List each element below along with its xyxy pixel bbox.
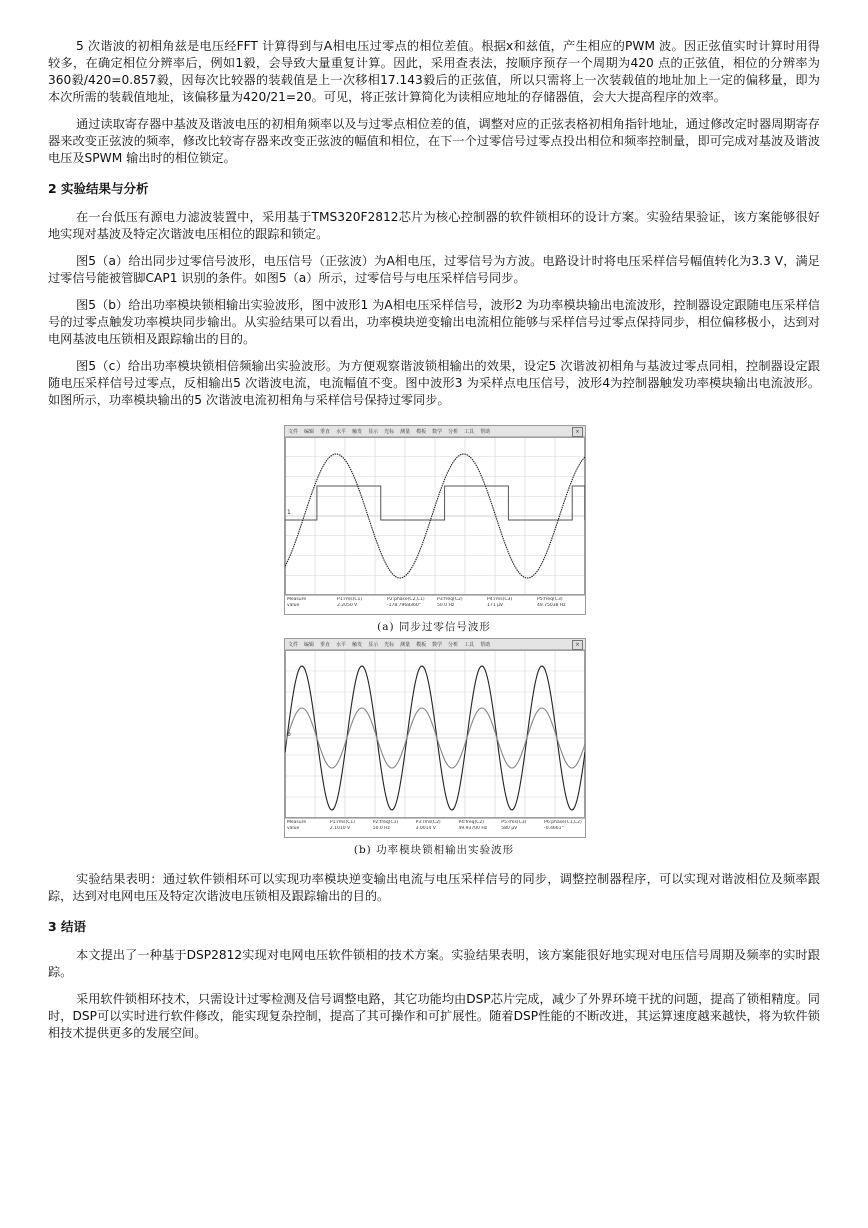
menu-item: 测量 <box>400 641 411 648</box>
paragraph: 5 次谐波的初相角兹是电压经FFT 计算得到与A相电压过零点的相位差值。根据x和兹值，产生相应的PWM 波。因正弦值实时计算时用得较多，在确定相位分辨率后，例如1毅，会导致大量重复计算。因此，采用查表法，按顺序预存一个周期为420 点的正弦值，相位的分辨率为360毅/420=0.857毅，因每次比较器的装载值是上一次移相17.143毅后的正弦值，所以只需将上一次装载值的地址加上一定的偏移量，即为本次所需的装载值地址，该偏移量为420/21=20。可见，将正弦计算简化为读相应地址的存储器值，会大大提高程序的效率。 <box>48 39 820 104</box>
figure-caption-a: (a) 同步过零信号波形 <box>377 621 491 633</box>
menu-item: 触发 <box>352 641 363 648</box>
paragraph: 通过读取寄存器中基波及谐波电压的初相角频率以及与过零点相位差的值，调整对应的正弦表格初相角指针地址，通过修改定时器周期寄存器来改变正弦波的频率，修改比较寄存器来改变正弦波的幅值和相位，在下一个过零信号过零点投出相位和频率控制量，即可完成对基波及谐波电压及SPWM 输出时的相位锁定。 <box>48 117 820 165</box>
readout-cell: Measure value <box>287 820 307 831</box>
menu-item: 水平 <box>336 428 347 435</box>
menu-item: 显示 <box>368 641 379 648</box>
section-heading: 2 实验结果与分析 <box>48 181 149 196</box>
menu-item: 编辑 <box>304 428 315 435</box>
menu-item: 光标 <box>384 641 395 648</box>
close-icon: × <box>572 640 583 650</box>
menu-item: 水平 <box>336 641 347 648</box>
menu-item: 数学 <box>432 428 443 435</box>
readout-cell: P1:rms(C1) 2.1010 V <box>329 820 355 831</box>
close-icon: × <box>572 427 583 437</box>
readout-cell: P6:phase(C1,C2) -0.4661° <box>544 820 582 831</box>
menu-item: 显示 <box>368 428 379 435</box>
menu-item: 工具 <box>464 428 475 435</box>
figure-caption-b: (b) 功率模块锁相输出实验波形 <box>353 844 515 856</box>
readout-cell: P5:freq(C3) 49.75038 Hz <box>537 597 566 608</box>
page-content <box>48 38 820 1052</box>
readout-cell: P2:phase(C2,C1) -178.7968360° <box>387 597 425 608</box>
channel-marker: 1 <box>287 509 291 516</box>
section-heading: 3 结语 <box>48 919 87 934</box>
readout-cell: P3:rms(C2) 3.0014 V <box>415 820 441 831</box>
paragraph: 图5（b）给出功率模块锁相输出实验波形，图中波形1 为A相电压采样信号，波形2 为功率模块输出电流波形，控制器设定跟随电压采样信号的过零点触发功率模块同步输出。从实验结果可以看出，功率模块逆变输出电流相位能够与采样信号过零点保持同步，相位偏移极小，达到对电网基波电压锁相及跟踪输出的目的。 <box>48 298 820 346</box>
menu-item: 垂直 <box>320 428 331 435</box>
paragraph: 本文提出了一种基于DSP2812实现对电网电压软件锁相的技术方案。实验结果表明，该方案能很好地实现对电压信号周期及频率的实时跟踪。 <box>48 948 820 979</box>
measure-readout-b <box>285 818 585 837</box>
scope-menubar <box>285 426 585 437</box>
paragraph: 实验结果表明：通过软件锁相环可以实现功率模块逆变输出电流与电压采样信号的同步，调整控制器程序，可以实现对谐波相位及频率跟踪，达到对电网电压及特定次谐波电压锁相及跟踪输出的目的。 <box>48 872 820 903</box>
menu-item: 分析 <box>448 641 459 648</box>
menu-item: 模板 <box>416 641 427 648</box>
oscilloscope-screenshot-b <box>284 638 586 838</box>
menu-item: 编辑 <box>304 641 315 648</box>
menu-item: 帮助 <box>480 428 491 435</box>
readout-cell: P1:rms(C1) 2.2050 V <box>337 597 363 608</box>
readout-cell: Measure value <box>287 597 307 608</box>
paragraph: 图5（c）给出功率模块锁相倍频输出实验波形。为方便观察谐波锁相输出的效果，设定5 次谐波初相角与基波过零点同相，控制器设定跟随电压采样信号过零点，反相输出5 次谐波电流，电流幅值不变。图中波形3 为采样点电压信号，波形4为控制器触发功率模块输出电流波形。如图所示，功率模块输出的5 次谐波电流初相角与采样信号保持过零同步。 <box>48 359 820 407</box>
menu-item: 触发 <box>352 428 363 435</box>
menu-item: 测量 <box>400 428 411 435</box>
paragraph: 图5（a）给出同步过零信号波形，电压信号（正弦波）为A相电压，过零信号为方波。电路设计时将电压采样信号幅值转化为3.3 V，满足过零信号能被管脚CAP1 识别的条件。如图5（a）所示，过零信号与电压采样信号同步。 <box>48 254 820 285</box>
waveform-plot-b <box>285 650 585 818</box>
readout-cell: P3:freq(C2) 50.0 Hz <box>437 597 463 608</box>
menu-item: 分析 <box>448 428 459 435</box>
figure-b <box>284 638 584 857</box>
menu-item: 数学 <box>432 641 443 648</box>
menu-item: 帮助 <box>480 641 491 648</box>
figure-a <box>284 425 584 634</box>
menu-item: 光标 <box>384 428 395 435</box>
paragraph: 采用软件锁相环技术，只需设计过零检测及信号调整电路，其它功能均由DSP芯片完成，减少了外界环境干扰的问题，提高了锁相精度。同时，DSP可以实时进行软件修改，能实现复杂控制，提高了其可操作和可扩展性。随着DSP性能的不断改进，其运算速度越来越快，将为软件锁相技术提供更多的发展空间。 <box>48 992 820 1040</box>
menu-item: 文件 <box>288 641 299 648</box>
menu-item: 工具 <box>464 641 475 648</box>
measure-readout-a <box>285 595 585 614</box>
readout-cell: P4:rms(C3) 171 μV <box>487 597 513 608</box>
readout-cell: P5:rms(C3) 580 μV <box>501 820 527 831</box>
readout-cell: P4:freq(C2) 49.93700 Hz <box>458 820 488 831</box>
readout-cell: P2:freq(C1) 50.0 Hz <box>372 820 399 831</box>
waveform-plot-a <box>285 437 585 595</box>
menu-item: 模板 <box>416 428 427 435</box>
paragraph: 在一台低压有源电力滤波装置中，采用基于TMS320F2812芯片为核心控制器的软件锁相环的设计方案。实验结果验证，该方案能够很好地实现对基波及特定次谐波电压相位的跟踪和锁定。 <box>48 210 820 241</box>
channel-marker: b <box>287 731 291 738</box>
menu-item: 文件 <box>288 428 299 435</box>
menu-item: 垂直 <box>320 641 331 648</box>
oscilloscope-screenshot-a <box>284 425 586 615</box>
scope-menubar <box>285 639 585 650</box>
